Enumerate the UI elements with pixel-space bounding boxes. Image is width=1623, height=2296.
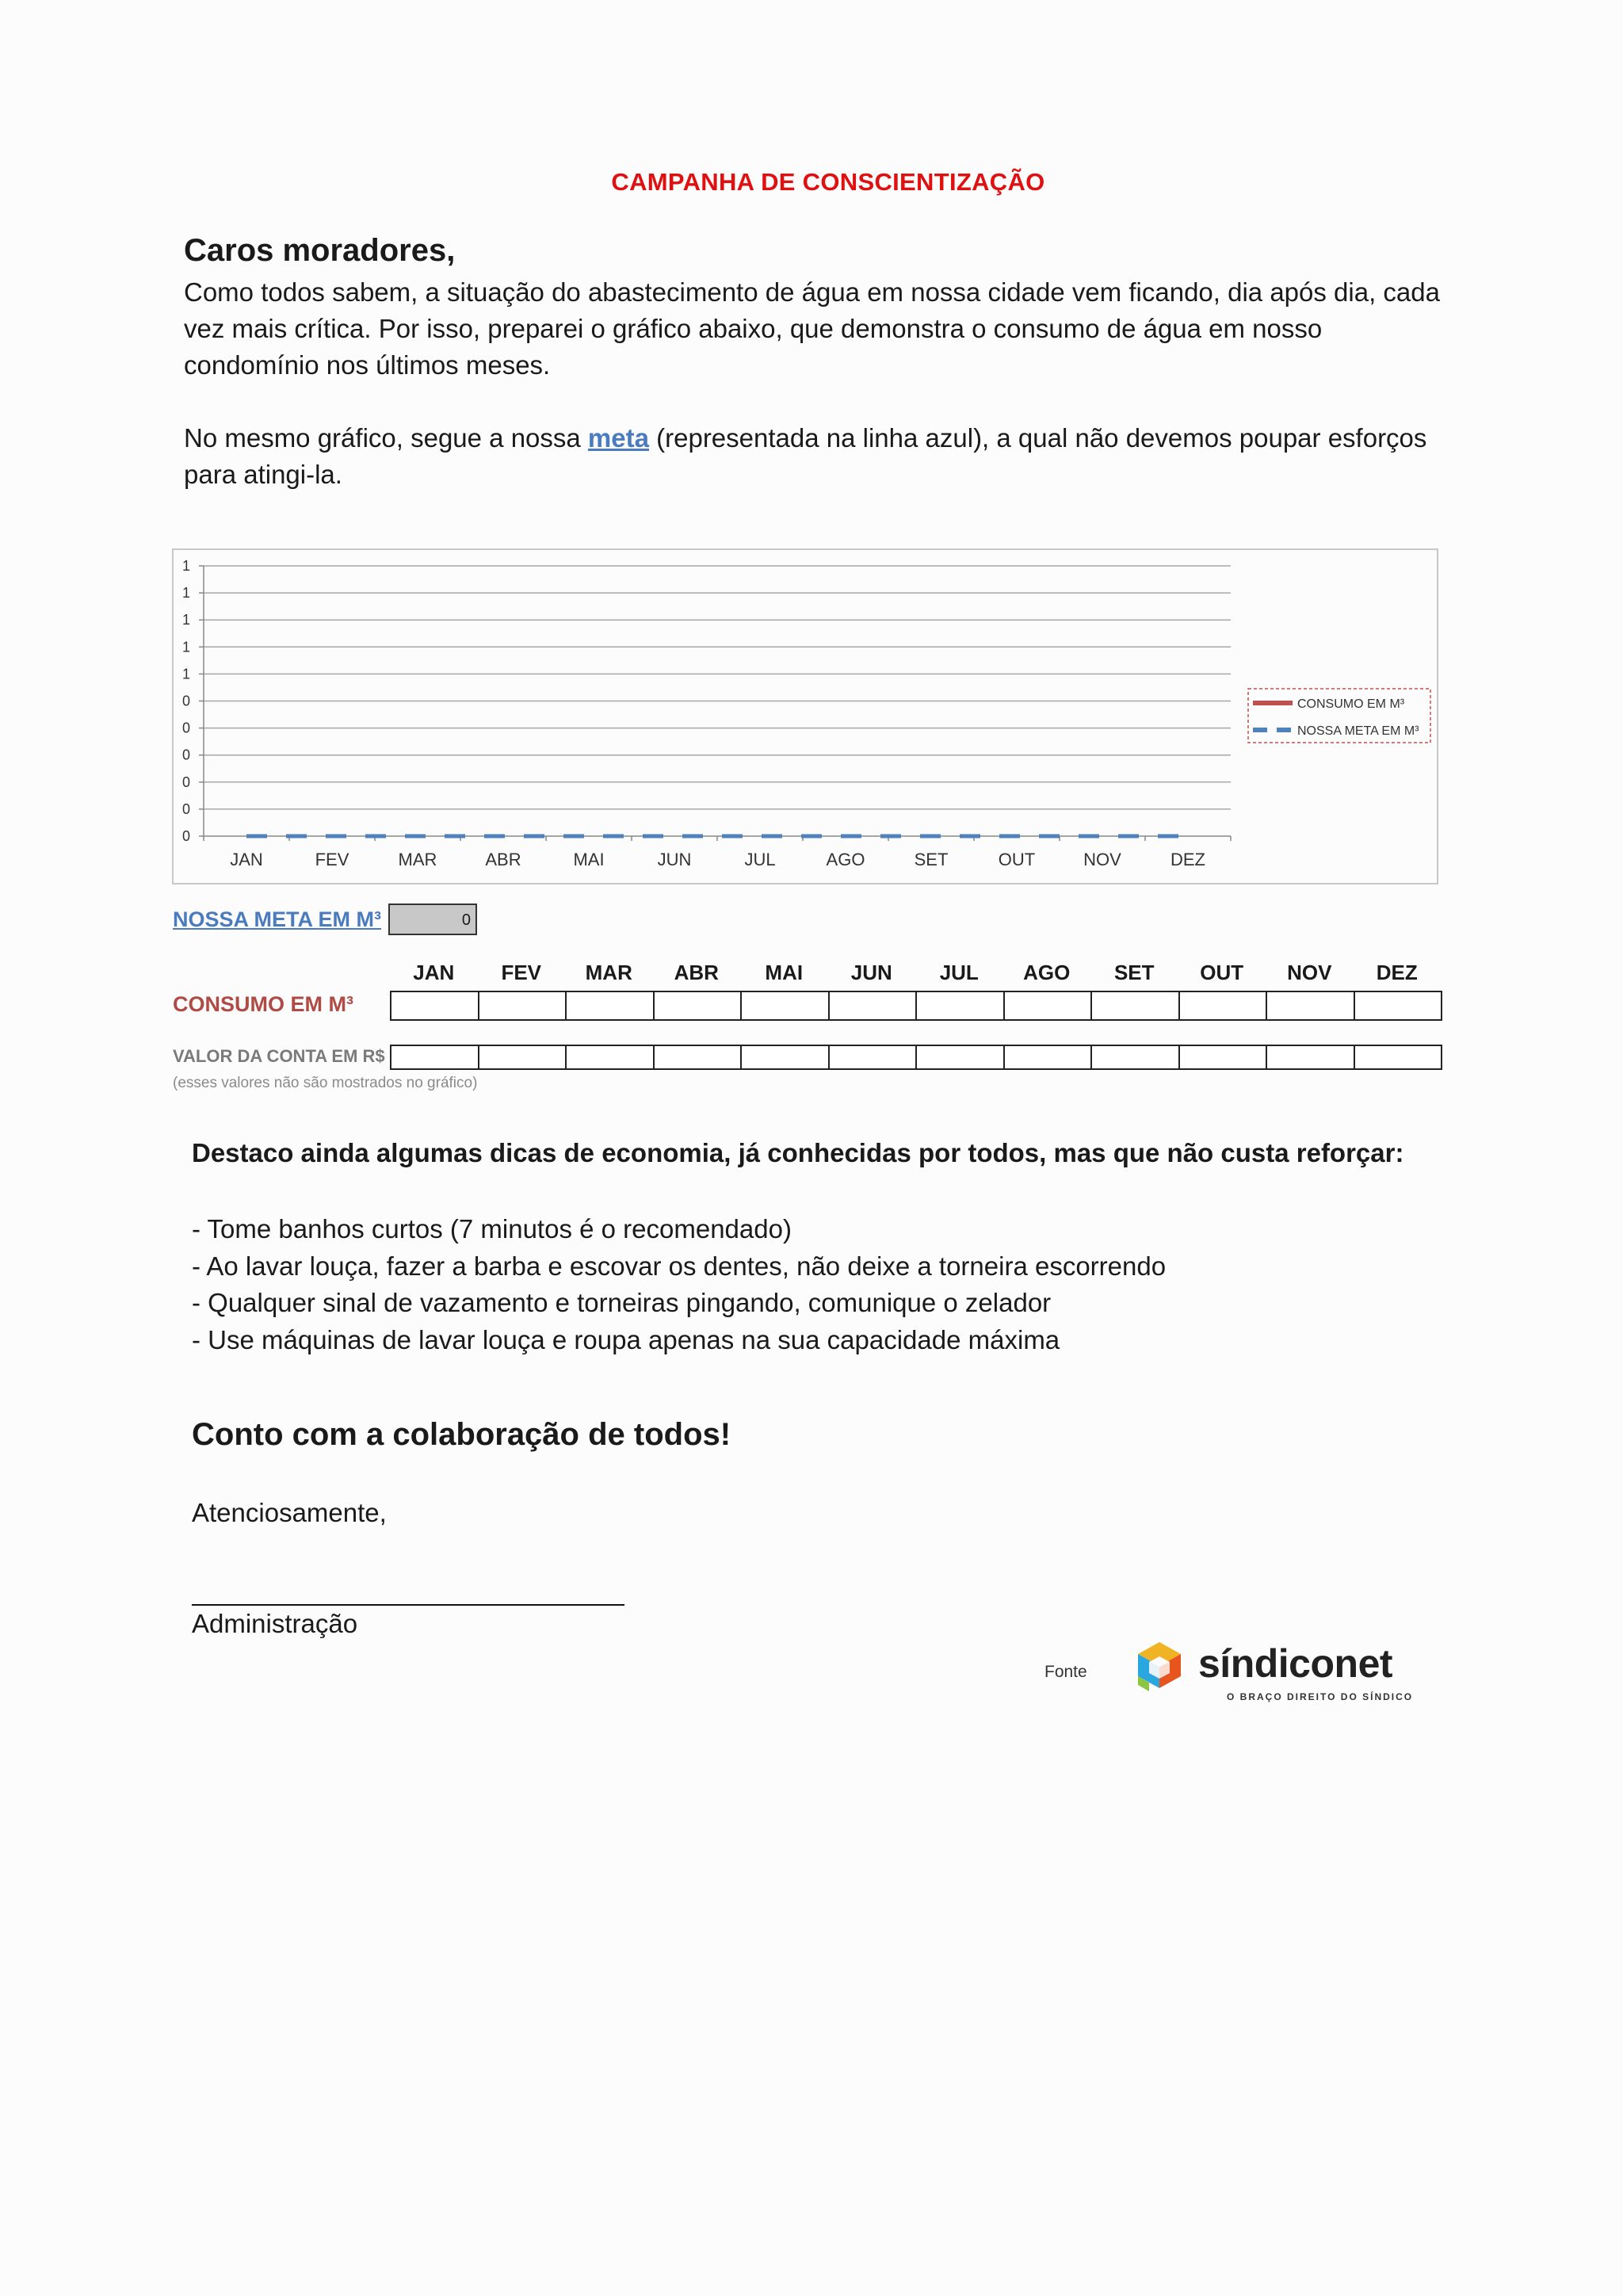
table-month-header: [390, 961, 1441, 988]
y-tick-label: 1: [181, 612, 191, 628]
consumo-cell[interactable]: [830, 992, 918, 1019]
valor-cell[interactable]: [479, 1046, 567, 1068]
y-tick-label: 0: [181, 774, 191, 790]
consumo-cell[interactable]: [742, 992, 830, 1019]
consumption-chart: [172, 548, 1438, 884]
x-tick-label: ABR: [485, 850, 521, 869]
x-tick-label: JAN: [230, 850, 263, 869]
y-tick-label: 0: [181, 800, 191, 817]
y-tick-label: 0: [181, 828, 191, 844]
consumo-cell[interactable]: [655, 992, 743, 1019]
goal-text-end: (representada na linha azul), a qual não devemos poupar esforços para atingi-la.: [184, 423, 1427, 489]
goal-text-start: No mesmo gráfico, segue a nossa: [184, 423, 588, 453]
tips-list: [192, 1211, 1166, 1358]
valor-cell[interactable]: [1355, 1046, 1443, 1068]
valor-input-row: [390, 1045, 1442, 1070]
valor-note: (esses valores não são mostrados no gráfico): [173, 1075, 478, 1091]
consumo-cell[interactable]: [567, 992, 655, 1019]
month-header: AGO: [1023, 961, 1071, 984]
y-tick-label: 1: [181, 558, 191, 574]
x-tick-label: OUT: [998, 850, 1036, 869]
consumo-cell[interactable]: [1355, 992, 1443, 1019]
month-header: FEV: [501, 961, 542, 984]
y-tick-label: 1: [181, 639, 191, 655]
x-tick-label: MAR: [398, 850, 437, 869]
valor-cell[interactable]: [1267, 1046, 1355, 1068]
legend-label: NOSSA META EM M³: [1297, 724, 1419, 738]
valor-cell[interactable]: [567, 1046, 655, 1068]
regards: Atenciosamente,: [192, 1498, 387, 1527]
greeting: Caros moradores,: [184, 233, 456, 268]
month-header: DEZ: [1376, 961, 1418, 984]
month-header: JUL: [939, 961, 979, 984]
tip-item: - Tome banhos curtos (7 minutos é o recomendado): [192, 1214, 792, 1244]
tips-heading: Destaco ainda algumas dicas de economia, já conhecidas por todos, mas que não custa reforçar:: [192, 1138, 1404, 1167]
meta-link[interactable]: meta: [587, 423, 649, 453]
closing-line: Conto com a colaboração de todos!: [192, 1417, 731, 1452]
x-tick-label: SET: [914, 850, 949, 869]
valor-cell[interactable]: [1092, 1046, 1180, 1068]
consumo-cell[interactable]: [391, 992, 479, 1019]
meta-label: NOSSA META EM M³: [173, 907, 381, 931]
legend-label: CONSUMO EM M³: [1297, 697, 1405, 711]
month-header: MAR: [585, 961, 632, 984]
tip-item: - Ao lavar louça, fazer a barba e escovar os dentes, não deixe a torneira escorrendo: [192, 1251, 1167, 1281]
meta-input[interactable]: 0: [388, 904, 477, 935]
valor-cell[interactable]: [1180, 1046, 1268, 1068]
consumo-row-label: CONSUMO EM M³: [173, 992, 353, 1016]
signer: Administração: [192, 1609, 358, 1638]
tip-item: - Qualquer sinal de vazamento e torneiras pingando, comunique o zelador: [192, 1288, 1052, 1317]
x-tick-label: NOV: [1083, 850, 1121, 869]
signature-line: [192, 1604, 624, 1606]
campaign-title: CAMPANHA DE CONSCIENTIZAÇÃO: [611, 168, 1045, 196]
tip-item: - Use máquinas de lavar louça e roupa apenas na sua capacidade máxima: [192, 1324, 1060, 1354]
month-header: SET: [1113, 961, 1155, 984]
intro-paragraph: Como todos sabem, a situação do abastecimento de água em nossa cidade vem ficando, dia após dia, cada vez mais crítica. Por isso, preparei o gráfico abaixo, que demonstra o consumo de água em nosso condomínio nos últimos meses.: [184, 277, 1440, 380]
consumo-cell[interactable]: [1005, 992, 1093, 1019]
month-header: OUT: [1200, 961, 1244, 984]
valor-cell[interactable]: [391, 1046, 479, 1068]
valor-cell[interactable]: [917, 1046, 1005, 1068]
month-header: JAN: [413, 961, 455, 984]
y-tick-label: 1: [181, 666, 191, 682]
consumo-cell[interactable]: [479, 992, 567, 1019]
consumo-cell[interactable]: [1180, 992, 1268, 1019]
valor-cell[interactable]: [1005, 1046, 1093, 1068]
valor-cell[interactable]: [830, 1046, 918, 1068]
month-header: JUN: [850, 961, 892, 984]
consumo-cell[interactable]: [917, 992, 1005, 1019]
sindiconet-logo-icon: [1133, 1639, 1186, 1704]
consumo-input-row: [390, 991, 1442, 1021]
month-header: MAI: [765, 961, 804, 984]
valor-row-label: VALOR DA CONTA EM R$: [173, 1046, 385, 1066]
y-tick-label: 0: [181, 747, 191, 763]
chart-svg: [174, 550, 1438, 884]
source-label: Fonte: [1044, 1663, 1087, 1681]
month-header: NOV: [1287, 961, 1332, 984]
y-tick-label: 0: [181, 720, 191, 736]
logo-wordmark: síndiconet: [1198, 1641, 1393, 1686]
valor-cell[interactable]: [742, 1046, 830, 1068]
y-tick-label: 0: [181, 693, 191, 709]
logo-tagline: O BRAÇO DIREITO DO SÍNDICO: [1227, 1691, 1414, 1702]
x-tick-label: MAI: [573, 850, 605, 869]
consumo-cell[interactable]: [1092, 992, 1180, 1019]
x-tick-label: JUN: [657, 850, 692, 869]
x-tick-label: DEZ: [1170, 850, 1205, 869]
y-tick-label: 1: [181, 585, 191, 602]
month-header: ABR: [674, 961, 719, 984]
x-tick-label: AGO: [826, 850, 865, 869]
valor-cell[interactable]: [655, 1046, 743, 1068]
x-tick-label: FEV: [315, 850, 349, 869]
consumo-cell[interactable]: [1267, 992, 1355, 1019]
goal-paragraph: [184, 420, 1452, 493]
x-tick-label: JUL: [744, 850, 776, 869]
